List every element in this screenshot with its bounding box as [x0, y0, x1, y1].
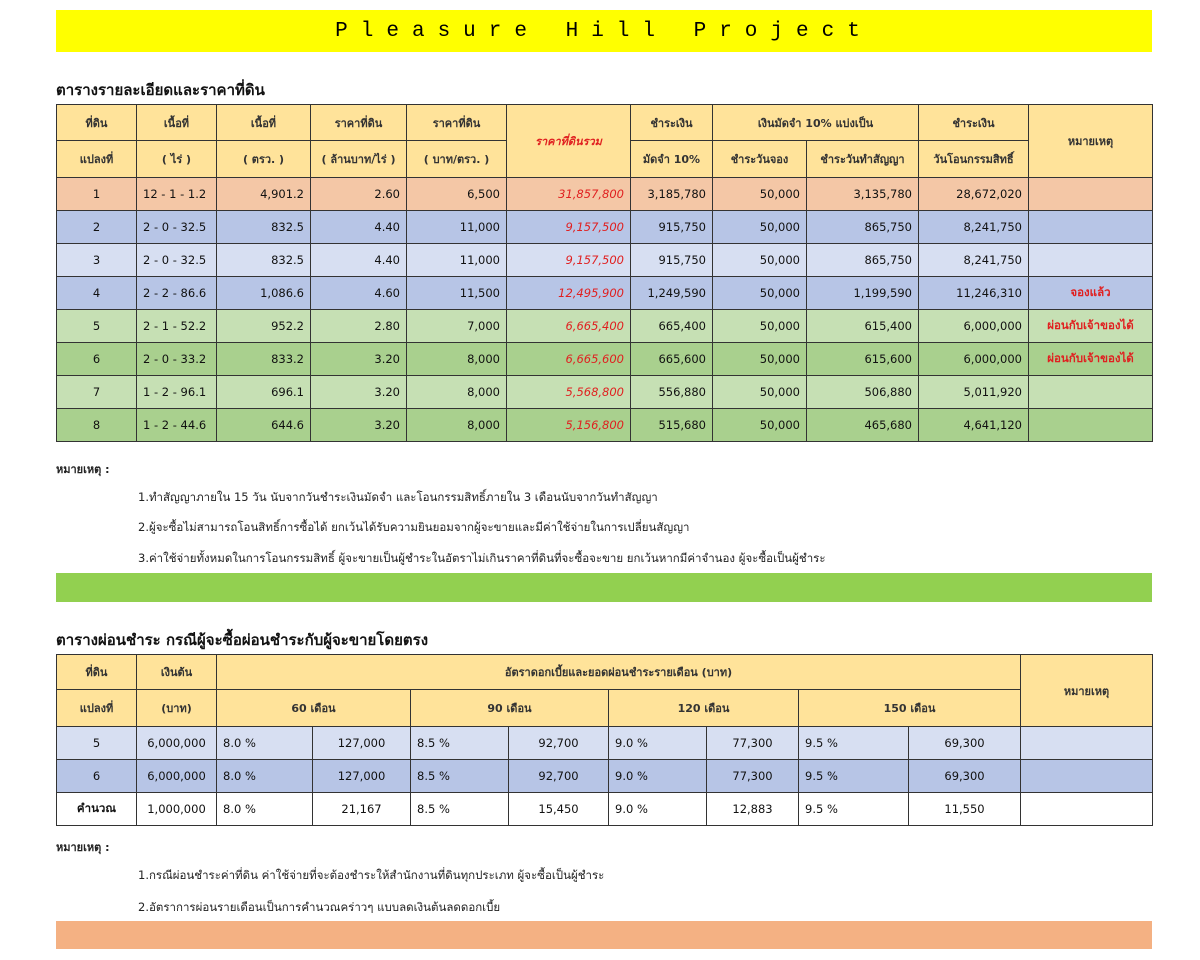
cell-remark [1029, 178, 1153, 211]
cell-remark: ผ่อนกับเจ้าของได้ [1029, 343, 1153, 376]
cell-remark: ผ่อนกับเจ้าของได้ [1029, 310, 1153, 343]
cell-plot: คำนวณ [57, 793, 137, 826]
note-line: 1.ทำสัญญาภายใน 15 วัน นับจากวันชำระเงินมัดจำ และโอนกรรมสิทธิ์ภายใน 3 เดือนนับจากวันทำสัญญา [138, 490, 658, 504]
cell-rate-60: 8.0 % [217, 793, 313, 826]
cell-pay-90: 15,450 [509, 793, 609, 826]
col-split-contract: ชำระวันทำสัญญา [807, 141, 919, 178]
cell-remark [1021, 727, 1153, 760]
col-split-group: เงินมัดจำ 10% แบ่งเป็น [713, 105, 919, 141]
cell-total: 12,495,900 [507, 277, 631, 310]
table-row [57, 727, 1153, 760]
cell-pay-120: 12,883 [707, 793, 799, 826]
cell-price-rai: 4.60 [311, 277, 407, 310]
cell-area-rai: 2 - 0 - 33.2 [137, 343, 217, 376]
note-line: 2.อัตราการผ่อนรายเดือนเป็นการคำนวณคร่าวๆ แบบลดเงินต้นลดดอกเบี้ย [138, 900, 501, 914]
col-area-rai: เนื้อที่ [137, 105, 217, 141]
cell-area-wa: 696.1 [217, 376, 311, 409]
cell-total: 5,156,800 [507, 409, 631, 442]
cell-price-wa: 8,000 [407, 343, 507, 376]
table-row [57, 178, 1153, 211]
cell-price-rai: 3.20 [311, 343, 407, 376]
cell-deposit: 915,750 [631, 244, 713, 277]
cell-booking: 50,000 [713, 178, 807, 211]
cell-principal: 6,000,000 [137, 727, 217, 760]
col-transfer: ชำระเงิน [919, 105, 1029, 141]
cell-total: 5,568,800 [507, 376, 631, 409]
cell-deposit: 515,680 [631, 409, 713, 442]
cell-transfer: 8,241,750 [919, 244, 1029, 277]
cell-plot: 1 [57, 178, 137, 211]
cell-total: 6,665,600 [507, 343, 631, 376]
cell-area-wa: 952.2 [217, 310, 311, 343]
cell-transfer: 6,000,000 [919, 343, 1029, 376]
cell-plot: 2 [57, 211, 137, 244]
cell-remark [1029, 376, 1153, 409]
cell-area-rai: 12 - 1 - 1.2 [137, 178, 217, 211]
cell-contract: 465,680 [807, 409, 919, 442]
col-price-wa: ราคาที่ดิน [407, 105, 507, 141]
cell-deposit: 915,750 [631, 211, 713, 244]
cell-contract: 865,750 [807, 244, 919, 277]
cell-price-wa: 11,500 [407, 277, 507, 310]
cell-plot: 8 [57, 409, 137, 442]
cell-price-wa: 11,000 [407, 211, 507, 244]
cell-booking: 50,000 [713, 310, 807, 343]
note-line: 2.ผู้จะซื้อไม่สามารถโอนสิทธิ์การซื้อได้ ยกเว้นได้รับความยินยอมจากผู้จะขายและมีค่าใช้จ่ายในการเปลี่ยนสัญญา [138, 520, 690, 534]
cell-contract: 615,400 [807, 310, 919, 343]
cell-transfer: 4,641,120 [919, 409, 1029, 442]
cell-remark [1029, 409, 1153, 442]
cell-contract: 865,750 [807, 211, 919, 244]
cell-remark [1021, 793, 1153, 826]
table-row [57, 376, 1153, 409]
table-row [57, 244, 1153, 277]
cell-deposit: 665,600 [631, 343, 713, 376]
cell-area-wa: 832.5 [217, 211, 311, 244]
cell-total: 9,157,500 [507, 244, 631, 277]
cell-area-wa: 1,086.6 [217, 277, 311, 310]
cell-pay-120: 77,300 [707, 727, 799, 760]
cell-transfer: 11,246,310 [919, 277, 1029, 310]
cell-total: 6,665,400 [507, 310, 631, 343]
col-principal: เงินต้น [137, 655, 217, 690]
col-transfer-sub: วันโอนกรรมสิทธิ์ [919, 141, 1029, 178]
cell-area-wa: 4,901.2 [217, 178, 311, 211]
cell-booking: 50,000 [713, 376, 807, 409]
col-150-months: 150 เดือน [799, 690, 1021, 727]
cell-rate-90: 8.5 % [411, 760, 509, 793]
cell-price-wa: 8,000 [407, 409, 507, 442]
col-plot: ที่ดิน [57, 105, 137, 141]
col-price-wa-unit: ( บาท/ตรว. ) [407, 141, 507, 178]
col-90-months: 90 เดือน [411, 690, 609, 727]
cell-transfer: 8,241,750 [919, 211, 1029, 244]
col-remark: หมายเหตุ [1029, 105, 1153, 178]
col-plot-sub: แปลงที่ [57, 690, 137, 727]
cell-pay-90: 92,700 [509, 727, 609, 760]
col-total: ราคาที่ดินรวม [507, 105, 631, 178]
cell-rate-150: 9.5 % [799, 760, 909, 793]
table-row [57, 277, 1153, 310]
installment-table [56, 654, 1153, 826]
cell-contract: 615,600 [807, 343, 919, 376]
cell-price-wa: 7,000 [407, 310, 507, 343]
cell-area-rai: 1 - 2 - 96.1 [137, 376, 217, 409]
cell-transfer: 28,672,020 [919, 178, 1029, 211]
cell-area-rai: 2 - 0 - 32.5 [137, 211, 217, 244]
installment-table-title: ตารางผ่อนชำระ กรณีผู้จะซื้อผ่อนชำระกับผู้จะขายโดยตรง [56, 631, 429, 649]
cell-area-wa: 644.6 [217, 409, 311, 442]
cell-remark: จองแล้ว [1029, 277, 1153, 310]
project-title: Pleasure Hill Project [335, 19, 873, 43]
table-row [57, 760, 1153, 793]
cell-booking: 50,000 [713, 343, 807, 376]
col-plot: ที่ดิน [57, 655, 137, 690]
cell-rate-90: 8.5 % [411, 727, 509, 760]
cell-rate-150: 9.5 % [799, 793, 909, 826]
cell-pay-60: 127,000 [313, 727, 411, 760]
cell-rate-120: 9.0 % [609, 727, 707, 760]
cell-rate-150: 9.5 % [799, 727, 909, 760]
land-price-table [56, 104, 1153, 442]
cell-area-wa: 833.2 [217, 343, 311, 376]
cell-pay-60: 21,167 [313, 793, 411, 826]
col-price-rai: ราคาที่ดิน [311, 105, 407, 141]
col-120-months: 120 เดือน [609, 690, 799, 727]
cell-pay-60: 127,000 [313, 760, 411, 793]
cell-plot: 3 [57, 244, 137, 277]
cell-principal: 1,000,000 [137, 793, 217, 826]
cell-total: 31,857,800 [507, 178, 631, 211]
cell-area-rai: 2 - 2 - 86.6 [137, 277, 217, 310]
cell-rate-90: 8.5 % [411, 793, 509, 826]
cell-rate-120: 9.0 % [609, 793, 707, 826]
col-plot-sub: แปลงที่ [57, 141, 137, 178]
col-60-months: 60 เดือน [217, 690, 411, 727]
cell-deposit: 556,880 [631, 376, 713, 409]
cell-deposit: 3,185,780 [631, 178, 713, 211]
cell-remark [1029, 244, 1153, 277]
cell-price-rai: 2.60 [311, 178, 407, 211]
cell-deposit: 665,400 [631, 310, 713, 343]
cell-plot: 6 [57, 760, 137, 793]
note-line: 1.กรณีผ่อนชำระค่าที่ดิน ค่าใช้จ่ายที่จะต้องชำระให้สำนักงานที่ดินทุกประเภท ผู้จะซื้อเป็นผู้ชำระ [138, 868, 605, 882]
cell-plot: 5 [57, 727, 137, 760]
cell-booking: 50,000 [713, 277, 807, 310]
cell-price-rai: 4.40 [311, 211, 407, 244]
col-area-wa: เนื้อที่ [217, 105, 311, 141]
notes-heading: หมายเหตุ : [56, 463, 110, 476]
col-rate-group: อัตราดอกเบี้ยและยอดผ่อนชำระรายเดือน (บาท) [217, 655, 1021, 690]
cell-area-rai: 2 - 0 - 32.5 [137, 244, 217, 277]
col-split-booking: ชำระวันจอง [713, 141, 807, 178]
cell-contract: 1,199,590 [807, 277, 919, 310]
cell-pay-150: 69,300 [909, 760, 1021, 793]
table-row [57, 211, 1153, 244]
cell-pay-150: 11,550 [909, 793, 1021, 826]
project-banner [56, 10, 1152, 52]
col-price-rai-unit: ( ล้านบาท/ไร่ ) [311, 141, 407, 178]
cell-pay-90: 92,700 [509, 760, 609, 793]
table-row [57, 310, 1153, 343]
cell-booking: 50,000 [713, 211, 807, 244]
cell-rate-120: 9.0 % [609, 760, 707, 793]
cell-plot: 6 [57, 343, 137, 376]
cell-remark [1021, 760, 1153, 793]
cell-price-rai: 3.20 [311, 409, 407, 442]
land-table-title: ตารางรายละเอียดและราคาที่ดิน [56, 81, 265, 99]
cell-transfer: 5,011,920 [919, 376, 1029, 409]
cell-plot: 4 [57, 277, 137, 310]
cell-contract: 506,880 [807, 376, 919, 409]
cell-contract: 3,135,780 [807, 178, 919, 211]
cell-transfer: 6,000,000 [919, 310, 1029, 343]
cell-booking: 50,000 [713, 244, 807, 277]
cell-price-wa: 11,000 [407, 244, 507, 277]
cell-area-wa: 832.5 [217, 244, 311, 277]
cell-price-wa: 8,000 [407, 376, 507, 409]
cell-price-rai: 4.40 [311, 244, 407, 277]
col-area-rai-unit: ( ไร่ ) [137, 141, 217, 178]
cell-pay-150: 69,300 [909, 727, 1021, 760]
note-line: 3.ค่าใช้จ่ายทั้งหมดในการโอนกรรมสิทธิ์ ผู้จะขายเป็นผู้ชำระในอัตราไม่เกินราคาที่ดินที่จะซื้อจะขาย ยกเว้นหากมีค่าจำนอง ผู้จะซื้อเป็นผู้ชำระ [138, 551, 826, 565]
orange-divider-bar [56, 921, 1152, 949]
col-deposit-sub: มัดจำ 10% [631, 141, 713, 178]
col-deposit: ชำระเงิน [631, 105, 713, 141]
cell-price-rai: 2.80 [311, 310, 407, 343]
cell-area-rai: 1 - 2 - 44.6 [137, 409, 217, 442]
cell-plot: 5 [57, 310, 137, 343]
cell-price-wa: 6,500 [407, 178, 507, 211]
notes-heading: หมายเหตุ : [56, 841, 110, 854]
col-area-wa-unit: ( ตรว. ) [217, 141, 311, 178]
cell-price-rai: 3.20 [311, 376, 407, 409]
cell-rate-60: 8.0 % [217, 760, 313, 793]
cell-rate-60: 8.0 % [217, 727, 313, 760]
cell-pay-120: 77,300 [707, 760, 799, 793]
green-divider-bar [56, 573, 1152, 602]
col-principal-unit: (บาท) [137, 690, 217, 727]
cell-principal: 6,000,000 [137, 760, 217, 793]
cell-total: 9,157,500 [507, 211, 631, 244]
cell-remark [1029, 211, 1153, 244]
cell-booking: 50,000 [713, 409, 807, 442]
cell-area-rai: 2 - 1 - 52.2 [137, 310, 217, 343]
table-row [57, 793, 1153, 826]
table-row [57, 343, 1153, 376]
cell-deposit: 1,249,590 [631, 277, 713, 310]
cell-plot: 7 [57, 376, 137, 409]
col-remark: หมายเหตุ [1021, 655, 1153, 727]
table-row [57, 409, 1153, 442]
